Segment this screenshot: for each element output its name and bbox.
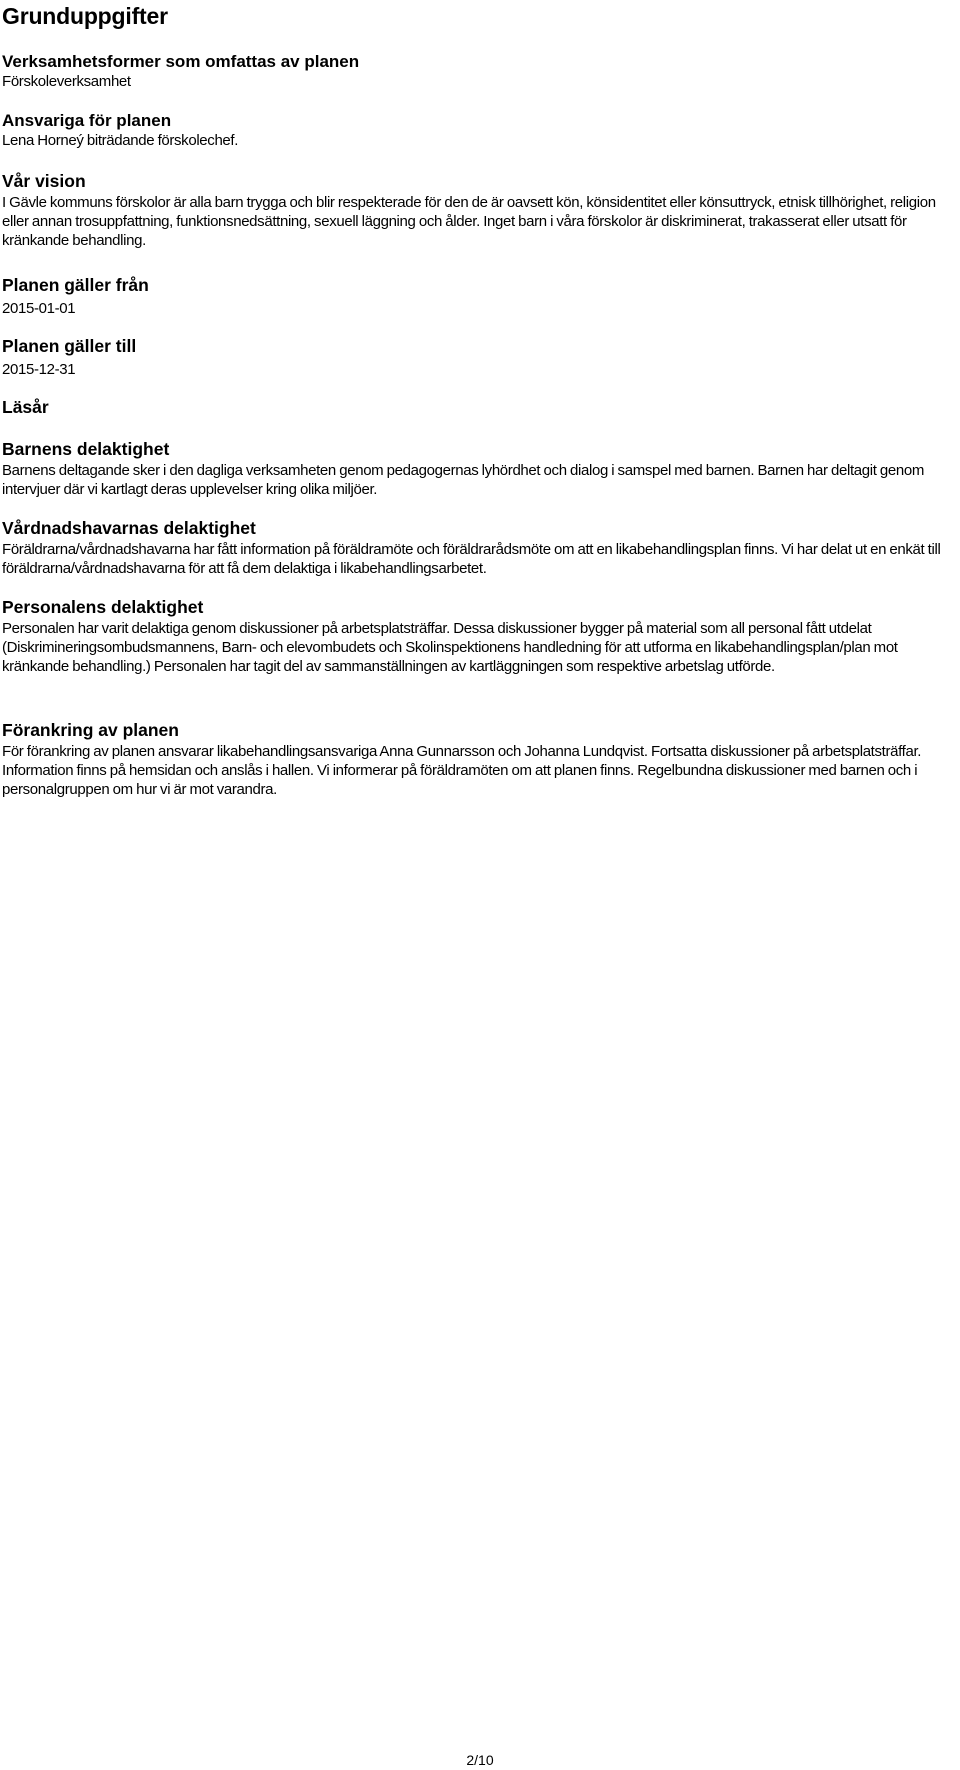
section-var-vision	[2, 171, 950, 250]
section-body: 2015-01-01	[2, 300, 76, 317]
document-page	[0, 0, 960, 798]
section-heading: Ansvariga för planen	[2, 111, 172, 130]
section-body: Föräldrarna/vårdnadshavarna har fått information på föräldramöte och föräldrarådsmöte om att en likabehandlingsplan finns. Vi har delat ut en enkät till föräldrarna/vårdnadshavarna för att få dem delaktiga i likabehandlingsarbetet.	[2, 541, 941, 577]
section-heading: Personalens delaktighet	[2, 597, 204, 617]
section-heading: Planen gäller till	[2, 336, 137, 356]
section-body: 2015-12-31	[2, 361, 76, 378]
section-heading: Vår vision	[2, 171, 86, 191]
page-number: 2/10	[466, 1752, 494, 1768]
section-body: Personalen har varit delaktiga genom diskussioner på arbetsplatsträffar. Dessa diskussioner bygger på material som all personal fått utdelat (Diskrimineringsombudsmannens, Barn- och elevombudets och Skolinspektionens handledning för att utforma en likabehandlingsplan/plan mot kränkande behandling.) Personalen har tagit del av sammanställningen av kartläggningen som respektive arbetslag utförde.	[2, 620, 898, 675]
section-barnens-delaktighet	[2, 439, 950, 499]
section-planen-galler-till	[2, 336, 136, 379]
section-heading: Vårdnadshavarnas delaktighet	[2, 518, 256, 538]
section-lasar	[2, 397, 49, 419]
section-ansvariga	[2, 111, 238, 150]
section-planen-galler-fran	[2, 275, 149, 318]
section-personalens-delaktighet	[2, 597, 950, 676]
section-body: I Gävle kommuns förskolor är alla barn trygga och blir respekterade för den de är oavsett kön, könsidentitet eller könsuttryck, etnisk tillhörighet, religion eller annan trosuppfattning, funktionsnedsättning, sexuell läggning och ålder. Inget barn i våra förskolor är diskriminerat, trakasserat eller utsatt för kränkande behandling.	[2, 194, 936, 249]
section-body: Barnens deltagande sker i den dagliga verksamheten genom pedagogernas lyhördhet och dialog i samspel med barnen. Barnen har deltagit genom intervjuer där vi kartlagt deras upplevelser kring olika miljöer.	[2, 462, 925, 498]
section-heading: Barnens delaktighet	[2, 439, 170, 459]
section-body: För förankring av planen ansvarar likabehandlingsansvariga Anna Gunnarsson och Johanna Lundqvist. Fortsatta diskussioner på arbetsplatsträffar. Information finns på hemsidan och anslås i hallen. Vi informerar på föräldramöten om att planen finns. Regelbundna diskussioner med barnen och i personalgruppen om hur vi är mot varandra.	[2, 743, 922, 798]
section-heading: Verksamhetsformer som omfattas av planen	[2, 52, 360, 71]
section-heading: Läsår	[2, 397, 49, 417]
section-heading: Förankring av planen	[2, 720, 179, 740]
section-body: Förskoleverksamhet	[2, 73, 131, 90]
page-title: Grunduppgifter	[2, 3, 168, 29]
section-vardnadshavarnas-delaktighet	[2, 518, 950, 578]
section-forankring-av-planen	[2, 720, 950, 799]
section-verksamhetsformer	[2, 52, 359, 91]
section-heading: Planen gäller från	[2, 275, 149, 295]
section-body: Lena Horneý biträdande förskolechef.	[2, 132, 239, 149]
